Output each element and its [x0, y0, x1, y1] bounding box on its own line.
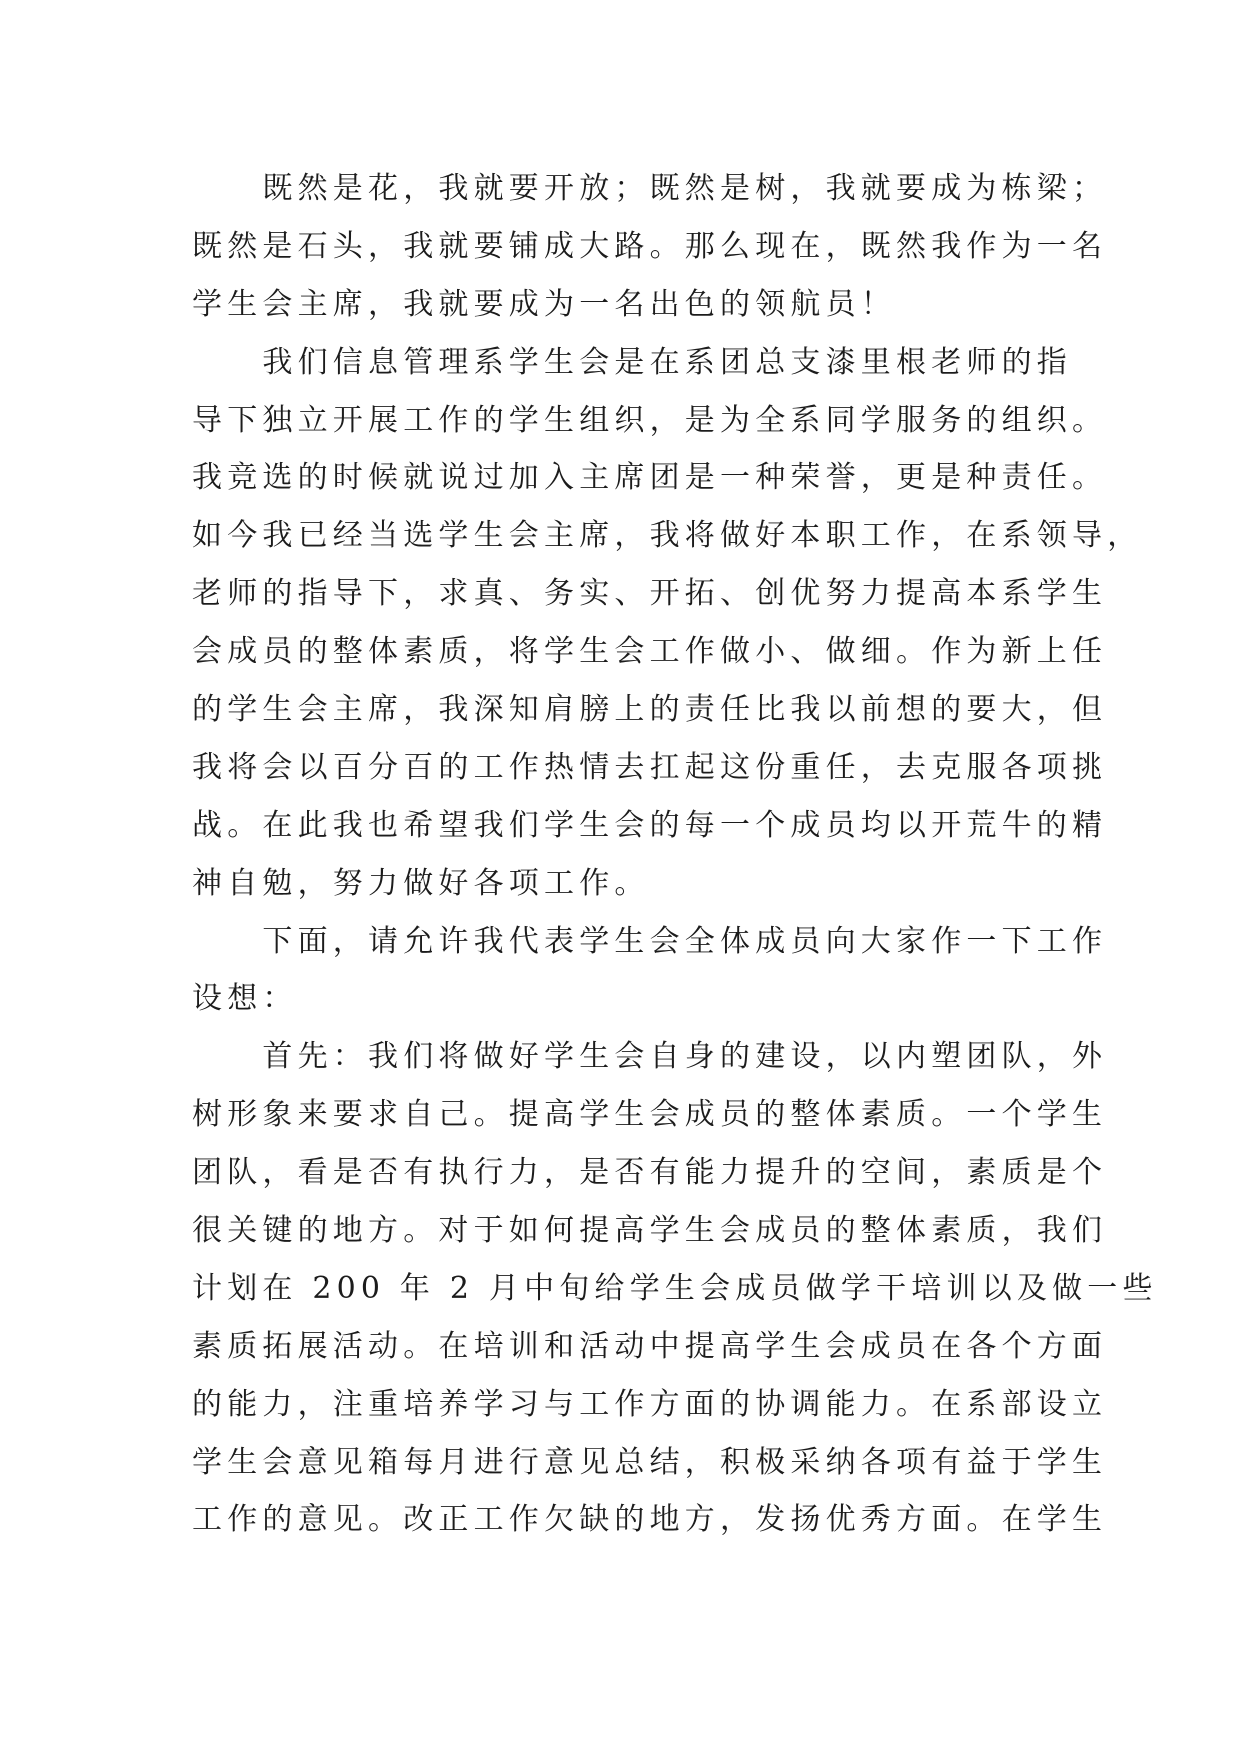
text-line: 下面，请允许我代表学生会全体成员向大家作一下工作: [192, 923, 1108, 959]
text-line: 既然是花，我就要开放；既然是树，我就要成为栋梁；: [192, 171, 1108, 206]
text-line: 工作的意见。改正工作欠缺的地方，发扬优秀方面。在学生: [192, 1502, 1108, 1538]
text-line: 计划在 200 年 2 月中旬给学生会成员做学干培训以及做一些: [192, 1270, 1158, 1306]
text-line: 学生会意见箱每月进行意见总结，积极采纳各项有益于学生: [192, 1444, 1108, 1480]
text-line: 的能力，注重培养学习与工作方面的协调能力。在系部设立: [192, 1386, 1108, 1422]
text-line: 既然是石头，我就要铺成大路。那么现在，既然我作为一名: [192, 228, 1108, 264]
text-line: 很关键的地方。对于如何提高学生会成员的整体素质，我们: [192, 1213, 1108, 1249]
paragraph-3: [192, 913, 1108, 1029]
text-line: 树形象来要求自己。提高学生会成员的整体素质。一个学生: [192, 1097, 1108, 1133]
text-line: 的学生会主席，我深知肩膀上的责任比我以前想的要大，但: [192, 692, 1108, 728]
text-line: 如今我已经当选学生会主席，我将做好本职工作，在系领导，: [192, 518, 1143, 554]
text-line: 我们信息管理系学生会是在系团总支漆里根老师的指: [192, 344, 1072, 380]
text-line: 我将会以百分百的工作热情去扛起这份重任，去克服各项挑: [192, 749, 1108, 785]
text-line: 神自勉，努力做好各项工作。: [192, 865, 650, 901]
text-line: 导下独立开展工作的学生组织，是为全系同学服务的组织。: [192, 402, 1108, 438]
text-line: 会成员的整体素质，将学生会工作做小、做细。作为新上任: [192, 634, 1108, 670]
text-line: 我竞选的时候就说过加入主席团是一种荣誉，更是种责任。: [192, 460, 1108, 496]
text-line: 设想：: [192, 981, 298, 1017]
text-line: 老师的指导下，求真、务实、开拓、创优努力提高本系学生: [192, 576, 1108, 612]
paragraph-4: [192, 1028, 1158, 1549]
text-line: 团队，看是否有执行力，是否有能力提升的空间，素质是个: [192, 1155, 1108, 1191]
document-body: [192, 160, 1158, 1549]
paragraph-2: [192, 334, 1143, 913]
text-line: 首先：我们将做好学生会自身的建设，以内塑团队，外: [192, 1039, 1108, 1075]
paragraph-1: [192, 160, 1108, 334]
text-line: 素质拓展活动。在培训和活动中提高学生会成员在各个方面: [192, 1328, 1108, 1364]
text-line: 战。在此我也希望我们学生会的每一个成员均以开荒牛的精: [192, 807, 1108, 843]
text-line: 学生会主席，我就要成为一名出色的领航员！: [192, 286, 896, 322]
